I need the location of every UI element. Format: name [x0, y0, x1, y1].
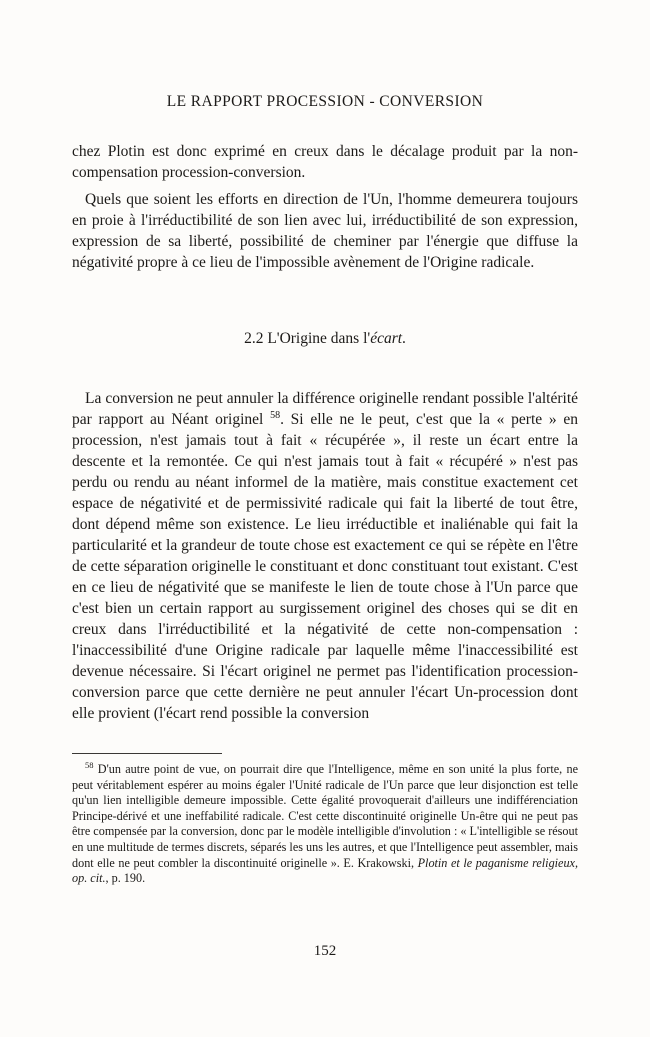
paragraph-text: . Si elle ne le peut, c'est que la « perte » en procession, n'est jamais tout à fait « récupérée », il reste un écart entre la descente et la remontée. Ce qui n'est jamais tout à fait « récupéré » n'est pas perdu ou rendu au néant informel de la matière, mais constitue exactement cet espace de négativité et de permissivité radicale qui fait la liberté de tout être, dont dépend même son existence. Le lieu irréductible et inaliénable qui fait la particularité et la grandeur de toute chose est exactement ce qui se répète en l'être de cette séparation originelle le constituant et donc constituant tout existant. C'est en ce lieu de négativité que se manifeste le lien de toute chose à l'Un parce que c'est bien un certain rapport au surgissement originel des choses qui se dit en creux dans l'irréductibilité et la négativité de cette non-compensation : l'inaccessibilité d'une Origine radicale par laquelle même l'inaccessibilité est devenue nécessaire. Si l'écart originel ne permet pas l'identification procession-conversion parce que cette dernière ne peut annuler l'écart Un-procession dont elle provient (l'écart rend possible la conversion [72, 411, 578, 722]
footnote-body-end: , p. 190. [105, 871, 146, 886]
section-heading-italic: écart [370, 330, 403, 347]
intro-paragraphs [72, 141, 578, 279]
footnote-body: D'un autre point de vue, on pourrait dire que l'Intelligence, même en son unité la plus forte, ne peut véritablement espérer au moins égaler l'Unité radicale de l'Un parce que leur disjonction est telle qu'un lien intelligible demeure impossible. Cette égalité provoquerait d'ailleurs une indifférenciation Principe-dérivé et une ineffabilité radicale. C'est cette discontinuité originelle Un-être qui ne peut pas être compensée par la conversion, donc par le modèle intelligible d'involution : « L'intelligible se résout en une multitude de termes discrets, séparés les uns les autres, et que l'Intelligence peut assembler, mais dont elle ne peut combler la discontinuité originelle ». E. Krakowski, [72, 762, 578, 870]
running-header-title: LE RAPPORT PROCESSION - CONVERSION [166, 93, 484, 110]
footnote [72, 759, 579, 887]
section-heading-text: 2.2 L'Origine dans l' [244, 330, 371, 347]
paragraph [72, 388, 578, 724]
paragraph: Quels que soient les efforts en direction de l'Un, l'homme demeurera toujours en proie à l'irréductibilité de son lien avec lui, irréductibilité de son expression, expression de sa liberté, possibilité de cheminer par l'énergie que diffuse la négativité propre à ce lieu de l'impossible avènement de l'Origine radicale. [72, 191, 578, 271]
section-heading-period: . [402, 330, 406, 347]
paragraph-text: La conversion ne peut annuler la différence originelle rendant possible l'altérité par rapport au Néant originel [72, 390, 578, 428]
footnote-number: 58 [85, 759, 94, 770]
footnote-citation: Plotin et le paganisme religieux, op. cit. [72, 855, 579, 886]
main-paragraph-block [72, 388, 578, 730]
section-heading [0, 330, 650, 348]
paragraph-continuation: chez Plotin est donc exprimé en creux dans le décalage produit par la non-compensation procession-conversion. [72, 143, 578, 181]
running-header [0, 93, 650, 111]
page-number: 152 [313, 943, 337, 959]
footnote-text [72, 759, 579, 887]
footnote-separator [72, 753, 222, 754]
footnote-reference-58: 58 [270, 409, 281, 421]
